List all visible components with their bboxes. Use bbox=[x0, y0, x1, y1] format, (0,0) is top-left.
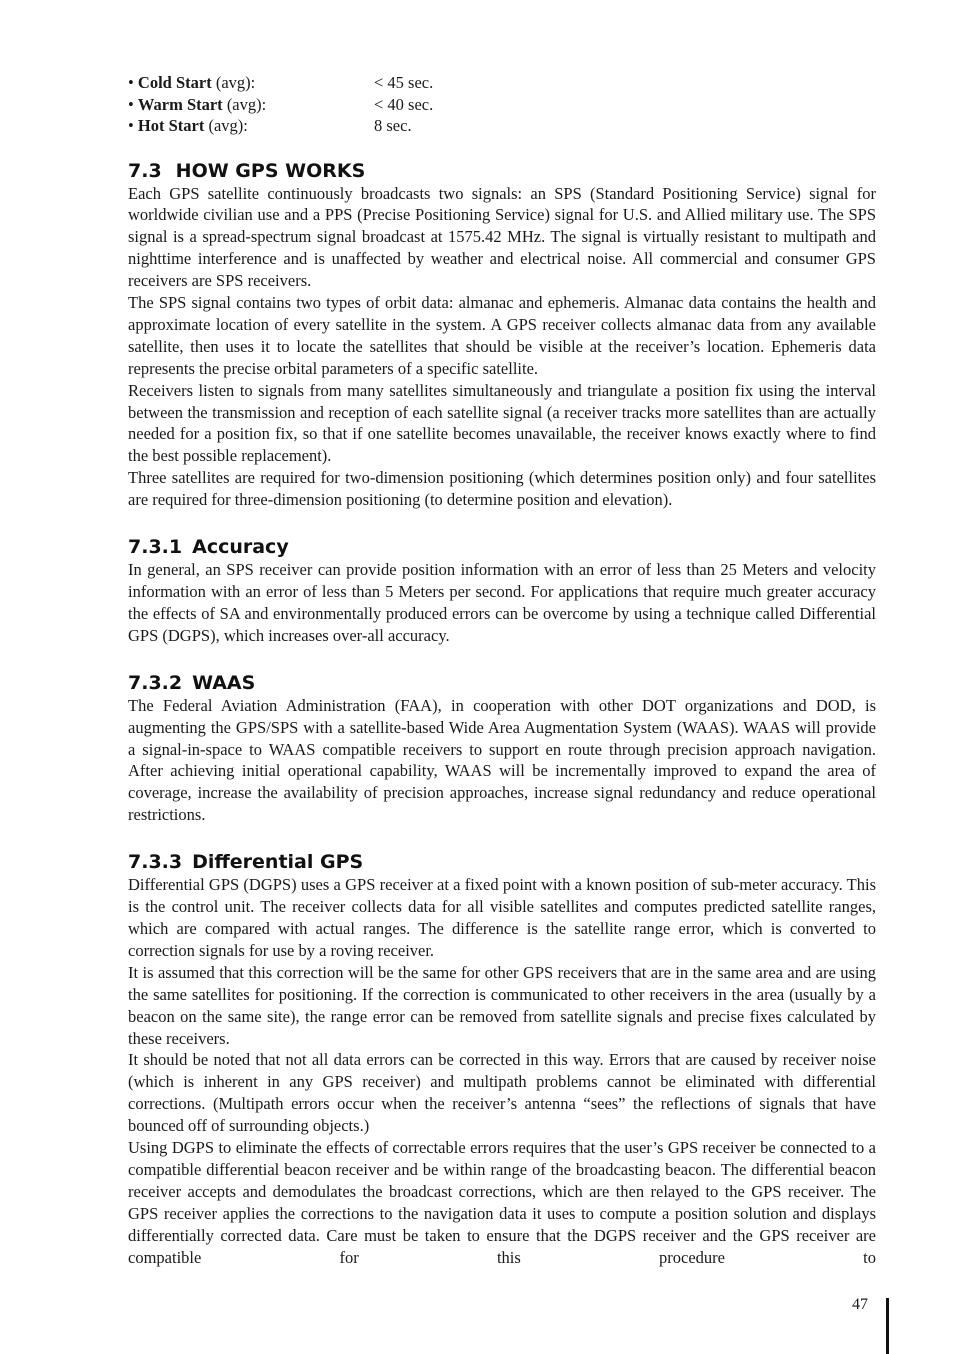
section-heading-accuracy bbox=[128, 535, 876, 559]
section-number: 7.3.3 bbox=[128, 851, 183, 874]
section-number: 7.3.1 bbox=[128, 536, 183, 559]
document-page bbox=[128, 72, 876, 1268]
spec-value: < 45 sec. bbox=[374, 73, 434, 92]
paragraph: It should be noted that not all data errors can be corrected in this way. Errors that are caused by receiver noise (which is inherent in any GPS receiver) and multipath problems cannot be eliminated with differential corrections. (Multipath errors occur when the receiver’s antenna “sees” the reflections of signals that have bounced off of surrounding objects.) bbox=[128, 1050, 876, 1136]
section-heading-differential-gps bbox=[128, 850, 876, 874]
section-title: Accuracy bbox=[192, 536, 289, 559]
section-title: WAAS bbox=[192, 671, 256, 694]
paragraph: Receivers listen to signals from many satellites simultaneously and triangulate a position fix using the interval between the transmission and reception of each satellite signal (a receiver tracks more satellites than are actually needed for a position fix, so that if one satellite becomes unavailable, the receiver knows exactly where to find the best possible replacement). bbox=[128, 380, 876, 466]
spec-warm-start: • Warm Start (avg): < 40 sec. bbox=[128, 94, 434, 114]
spec-qualifier: (avg): bbox=[222, 94, 267, 114]
spec-qualifier: (avg): bbox=[204, 116, 248, 135]
spec-value: < 40 sec. bbox=[374, 94, 434, 114]
section-heading-waas bbox=[128, 671, 876, 695]
paragraph: Each GPS satellite continuously broadcasts two signals: an SPS (Standard Positioning Service) signal for worldwide civilian use and a PPS (Precise Positioning Service) signal for U.S. and Allied military use. The SPS signal is a spread-spectrum signal broadcast at 1575.42 MHz. The signal is virtually resistant to multipath and nighttime interference and is unaffected by weather and electrical noise. All commercial and consumer GPS receivers are SPS receivers. bbox=[128, 183, 876, 291]
section-title: HOW GPS WORKS bbox=[175, 159, 366, 182]
spec-value: 8 sec. bbox=[374, 116, 412, 135]
startup-time-specs bbox=[128, 72, 876, 137]
section-title: Differential GPS bbox=[192, 851, 364, 874]
page-edge-rule bbox=[886, 1298, 889, 1354]
paragraph: In general, an SPS receiver can provide position information with an error of less than 25 Meters and velocity information with an error of less than 5 Meters per second. For applications that require much greater accuracy the effects of SA and environmentally produced errors can be overcome by using a technique called Differential GPS (DGPS), which increases over-all accuracy. bbox=[128, 560, 876, 645]
paragraph: Differential GPS (DGPS) uses a GPS receiver at a fixed point with a known position of sub-meter accuracy. This is the control unit. The receiver collects data for all visible satellites and computes predicted satellite ranges, which are compared with actual ranges. The difference is the satellite range error, which is converted to correction signals for use by a roving receiver. bbox=[128, 875, 876, 960]
spec-qualifier: (avg): bbox=[211, 73, 256, 92]
paragraph: It is assumed that this correction will be the same for other GPS receivers that are in the same area and are using the same satellites for positioning. If the correction is communicated to other receivers in the area (usually by a beacon on the same site), the range error can be removed from satellite signals and precise fixes calculated by these receivers. bbox=[128, 962, 876, 1048]
spec-label: Warm Start bbox=[137, 94, 223, 114]
paragraph: Three satellites are required for two-dimension positioning (which determines position only) and four satellites are required for three-dimension positioning (to determine position and elevation). bbox=[128, 468, 876, 510]
section-heading-how-gps-works bbox=[128, 159, 876, 183]
paragraph: Using DGPS to eliminate the effects of correctable errors requires that the user’s GPS receiver be connected to a compatible differential beacon receiver and be within range of the broadcasting beacon. The differential beacon receiver accepts and demodulates the broadcast corrections, which are then relayed to the GPS receiver. The GPS receiver applies the corrections to the navigation data it uses to compute a position solution and displays differentially corrected data. Care must be taken to ensure that the DGPS receiver and the GPS receiver are compatible for this procedure to bbox=[128, 1138, 876, 1267]
spec-cold-start: • Cold Start (avg): < 45 sec. bbox=[128, 73, 434, 92]
paragraph: The SPS signal contains two types of orbit data: almanac and ephemeris. Almanac data contains the health and approximate location of every satellite in the system. A GPS receiver collects almanac data from any available satellite, then uses it to locate the satellites that should be visible at the receiver’s location. Ephemeris data represents the precise orbital parameters of a specific satellite. bbox=[128, 293, 876, 378]
section-number: 7.3 bbox=[128, 159, 162, 182]
section-number: 7.3.2 bbox=[128, 671, 183, 694]
spec-label: Cold Start bbox=[137, 73, 212, 92]
page-number: 47 bbox=[852, 1296, 868, 1313]
spec-label: Hot Start bbox=[137, 116, 205, 135]
paragraph: The Federal Aviation Administration (FAA), in cooperation with other DOT organizations and DOD, is augmenting the GPS/SPS with a satellite-based Wide Area Augmentation System (WAAS). WAAS will provide a signal-in-space to WAAS compatible receivers to support en route through precision approach navigation. After achieving initial operational capability, WAAS will be incrementally improved to expand the area of coverage, increase the availability of precision approaches, increase signal redundancy and reduce operational restrictions. bbox=[128, 695, 876, 825]
spec-hot-start: • Hot Start (avg): 8 sec. bbox=[128, 116, 412, 135]
